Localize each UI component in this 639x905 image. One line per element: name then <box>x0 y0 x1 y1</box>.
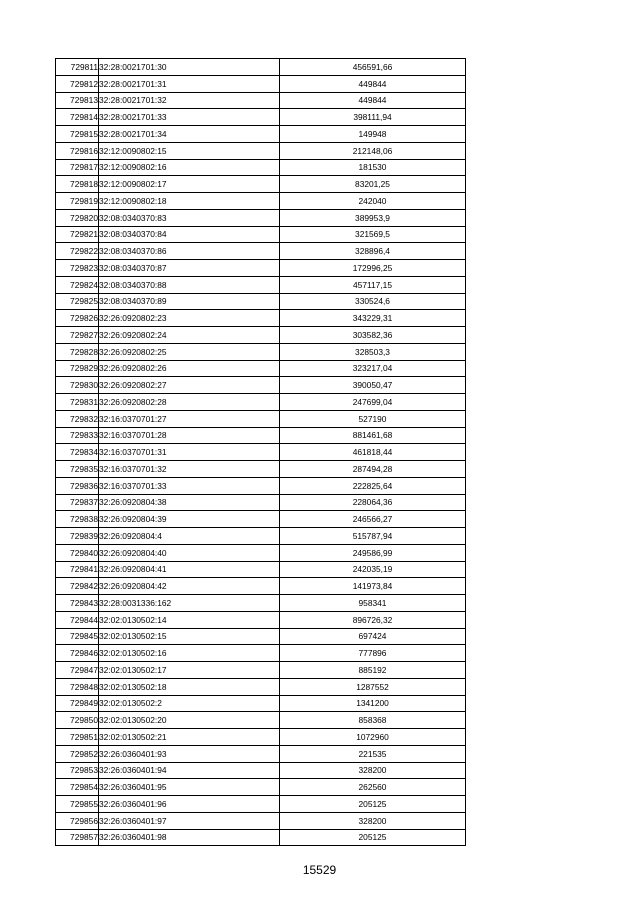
value-cell: 205125 <box>280 829 466 846</box>
row-id-cell: 729814 <box>56 109 99 126</box>
value-cell: 328200 <box>280 762 466 779</box>
row-id-cell: 729811 <box>56 59 99 76</box>
cadastral-number-cell: 32:08:0340370:89 <box>99 293 280 310</box>
cadastral-number-cell: 32:26:0920802:26 <box>99 360 280 377</box>
cadastral-number-cell: 32:16:0370701:33 <box>99 477 280 494</box>
table-row <box>56 461 466 478</box>
cadastral-number-cell: 32:02:0130502:18 <box>99 678 280 695</box>
row-id-cell: 729834 <box>56 444 99 461</box>
row-id-cell: 729849 <box>56 695 99 712</box>
row-id-cell: 729827 <box>56 327 99 344</box>
value-cell: 1072960 <box>280 729 466 746</box>
value-cell: 328503,3 <box>280 343 466 360</box>
cadastral-number-cell: 32:26:0920802:23 <box>99 310 280 327</box>
table-row <box>56 695 466 712</box>
table-row <box>56 209 466 226</box>
row-id-cell: 729818 <box>56 176 99 193</box>
value-cell: 246566,27 <box>280 511 466 528</box>
value-cell: 398111,94 <box>280 109 466 126</box>
value-cell: 343229,31 <box>280 310 466 327</box>
cadastral-number-cell: 32:02:0130502:16 <box>99 645 280 662</box>
table-row <box>56 796 466 813</box>
row-id-cell: 729837 <box>56 494 99 511</box>
row-id-cell: 729847 <box>56 662 99 679</box>
table-row <box>56 159 466 176</box>
data-table <box>55 58 466 846</box>
value-cell: 247699,04 <box>280 394 466 411</box>
table-row <box>56 293 466 310</box>
cadastral-number-cell: 32:26:0920804:39 <box>99 511 280 528</box>
value-cell: 697424 <box>280 628 466 645</box>
value-cell: 222825,64 <box>280 477 466 494</box>
table-body <box>56 59 466 846</box>
value-cell: 1287552 <box>280 678 466 695</box>
value-cell: 449844 <box>280 75 466 92</box>
table-row <box>56 678 466 695</box>
cadastral-number-cell: 32:08:0340370:86 <box>99 243 280 260</box>
cadastral-number-cell: 32:02:0130502:21 <box>99 729 280 746</box>
table-row <box>56 544 466 561</box>
table-row <box>56 444 466 461</box>
table-row <box>56 394 466 411</box>
cadastral-number-cell: 32:12:0090802:17 <box>99 176 280 193</box>
table-row <box>56 528 466 545</box>
cadastral-number-cell: 32:16:0370701:28 <box>99 427 280 444</box>
cadastral-number-cell: 32:26:0360401:94 <box>99 762 280 779</box>
value-cell: 328896,4 <box>280 243 466 260</box>
value-cell: 330524,6 <box>280 293 466 310</box>
table-row <box>56 343 466 360</box>
value-cell: 527190 <box>280 410 466 427</box>
row-id-cell: 729843 <box>56 595 99 612</box>
row-id-cell: 729842 <box>56 578 99 595</box>
table-row <box>56 109 466 126</box>
row-id-cell: 729835 <box>56 461 99 478</box>
cadastral-number-cell: 32:08:0340370:87 <box>99 260 280 277</box>
row-id-cell: 729840 <box>56 544 99 561</box>
cadastral-number-cell: 32:26:0920804:41 <box>99 561 280 578</box>
table-row <box>56 561 466 578</box>
value-cell: 303582,36 <box>280 327 466 344</box>
table-row <box>56 310 466 327</box>
cadastral-number-cell: 32:26:0360401:97 <box>99 812 280 829</box>
table-row <box>56 176 466 193</box>
row-id-cell: 729819 <box>56 193 99 210</box>
row-id-cell: 729826 <box>56 310 99 327</box>
value-cell: 457117,15 <box>280 276 466 293</box>
table-row <box>56 477 466 494</box>
value-cell: 262560 <box>280 779 466 796</box>
row-id-cell: 729845 <box>56 628 99 645</box>
cadastral-number-cell: 32:12:0090802:18 <box>99 193 280 210</box>
cadastral-number-cell: 32:28:0021701:34 <box>99 126 280 143</box>
value-cell: 172996,25 <box>280 260 466 277</box>
cadastral-number-cell: 32:26:0360401:95 <box>99 779 280 796</box>
table-row <box>56 142 466 159</box>
cadastral-number-cell: 32:12:0090802:15 <box>99 142 280 159</box>
cadastral-number-cell: 32:16:0370701:31 <box>99 444 280 461</box>
row-id-cell: 729839 <box>56 528 99 545</box>
cadastral-number-cell: 32:16:0370701:27 <box>99 410 280 427</box>
cadastral-number-cell: 32:26:0920804:4 <box>99 528 280 545</box>
cadastral-number-cell: 32:26:0920804:42 <box>99 578 280 595</box>
table-row <box>56 628 466 645</box>
row-id-cell: 729825 <box>56 293 99 310</box>
row-id-cell: 729838 <box>56 511 99 528</box>
value-cell: 323217,04 <box>280 360 466 377</box>
row-id-cell: 729817 <box>56 159 99 176</box>
table-row <box>56 92 466 109</box>
row-id-cell: 729833 <box>56 427 99 444</box>
value-cell: 449844 <box>280 92 466 109</box>
cadastral-number-cell: 32:12:0090802:16 <box>99 159 280 176</box>
table-row <box>56 360 466 377</box>
value-cell: 389953,9 <box>280 209 466 226</box>
table-row <box>56 829 466 846</box>
row-id-cell: 729813 <box>56 92 99 109</box>
cadastral-number-cell: 32:28:0021701:30 <box>99 59 280 76</box>
page-number: 15529 <box>302 863 337 877</box>
value-cell: 777896 <box>280 645 466 662</box>
row-id-cell: 729829 <box>56 360 99 377</box>
row-id-cell: 729856 <box>56 812 99 829</box>
row-id-cell: 729844 <box>56 611 99 628</box>
cadastral-number-cell: 32:02:0130502:15 <box>99 628 280 645</box>
table-row <box>56 494 466 511</box>
value-cell: 858368 <box>280 712 466 729</box>
table-row <box>56 59 466 76</box>
row-id-cell: 729821 <box>56 226 99 243</box>
cadastral-number-cell: 32:26:0920802:27 <box>99 377 280 394</box>
row-id-cell: 729836 <box>56 477 99 494</box>
value-cell: 83201,25 <box>280 176 466 193</box>
table-row <box>56 511 466 528</box>
cadastral-number-cell: 32:08:0340370:84 <box>99 226 280 243</box>
row-id-cell: 729854 <box>56 779 99 796</box>
value-cell: 212148,06 <box>280 142 466 159</box>
cadastral-number-cell: 32:26:0360401:93 <box>99 745 280 762</box>
value-cell: 390050,47 <box>280 377 466 394</box>
value-cell: 321569,5 <box>280 226 466 243</box>
value-cell: 228064,36 <box>280 494 466 511</box>
table-row <box>56 712 466 729</box>
table-row <box>56 260 466 277</box>
table-row <box>56 762 466 779</box>
cadastral-number-cell: 32:26:0920802:25 <box>99 343 280 360</box>
row-id-cell: 729841 <box>56 561 99 578</box>
row-id-cell: 729815 <box>56 126 99 143</box>
value-cell: 896726,32 <box>280 611 466 628</box>
value-cell: 205125 <box>280 796 466 813</box>
value-cell: 328200 <box>280 812 466 829</box>
cadastral-number-cell: 32:16:0370701:32 <box>99 461 280 478</box>
row-id-cell: 729824 <box>56 276 99 293</box>
table-row <box>56 193 466 210</box>
value-cell: 221535 <box>280 745 466 762</box>
value-cell: 249586,99 <box>280 544 466 561</box>
value-cell: 141973,84 <box>280 578 466 595</box>
table-row <box>56 377 466 394</box>
value-cell: 456591,66 <box>280 59 466 76</box>
cadastral-number-cell: 32:02:0130502:2 <box>99 695 280 712</box>
row-id-cell: 729830 <box>56 377 99 394</box>
value-cell: 149948 <box>280 126 466 143</box>
value-cell: 242040 <box>280 193 466 210</box>
cadastral-number-cell: 32:02:0130502:20 <box>99 712 280 729</box>
table-row <box>56 75 466 92</box>
table-row <box>56 611 466 628</box>
table-row <box>56 662 466 679</box>
table-row <box>56 578 466 595</box>
cadastral-number-cell: 32:28:0021701:33 <box>99 109 280 126</box>
cadastral-number-cell: 32:02:0130502:17 <box>99 662 280 679</box>
table-row <box>56 410 466 427</box>
value-cell: 1341200 <box>280 695 466 712</box>
cadastral-number-cell: 32:28:0021701:31 <box>99 75 280 92</box>
row-id-cell: 729832 <box>56 410 99 427</box>
cadastral-number-cell: 32:08:0340370:83 <box>99 209 280 226</box>
cadastral-number-cell: 32:26:0920804:38 <box>99 494 280 511</box>
row-id-cell: 729857 <box>56 829 99 846</box>
row-id-cell: 729812 <box>56 75 99 92</box>
row-id-cell: 729820 <box>56 209 99 226</box>
table-row <box>56 645 466 662</box>
cadastral-number-cell: 32:26:0920802:24 <box>99 327 280 344</box>
table-row <box>56 729 466 746</box>
cadastral-number-cell: 32:26:0920802:28 <box>99 394 280 411</box>
row-id-cell: 729831 <box>56 394 99 411</box>
table-row <box>56 327 466 344</box>
cadastral-number-cell: 32:26:0360401:98 <box>99 829 280 846</box>
row-id-cell: 729851 <box>56 729 99 746</box>
cadastral-number-cell: 32:26:0360401:96 <box>99 796 280 813</box>
value-cell: 181530 <box>280 159 466 176</box>
row-id-cell: 729848 <box>56 678 99 695</box>
row-id-cell: 729850 <box>56 712 99 729</box>
table-row <box>56 812 466 829</box>
value-cell: 958341 <box>280 595 466 612</box>
value-cell: 242035,19 <box>280 561 466 578</box>
table-row <box>56 427 466 444</box>
table-row <box>56 745 466 762</box>
table-row <box>56 226 466 243</box>
row-id-cell: 729852 <box>56 745 99 762</box>
value-cell: 287494,28 <box>280 461 466 478</box>
row-id-cell: 729828 <box>56 343 99 360</box>
row-id-cell: 729816 <box>56 142 99 159</box>
value-cell: 881461,68 <box>280 427 466 444</box>
cadastral-number-cell: 32:08:0340370:88 <box>99 276 280 293</box>
value-cell: 885192 <box>280 662 466 679</box>
row-id-cell: 729846 <box>56 645 99 662</box>
cadastral-number-cell: 32:02:0130502:14 <box>99 611 280 628</box>
table-row <box>56 126 466 143</box>
value-cell: 515787,94 <box>280 528 466 545</box>
row-id-cell: 729855 <box>56 796 99 813</box>
table-row <box>56 276 466 293</box>
table-row <box>56 595 466 612</box>
cadastral-number-cell: 32:28:0021701:32 <box>99 92 280 109</box>
table-row <box>56 779 466 796</box>
document-sheet <box>55 58 466 846</box>
row-id-cell: 729853 <box>56 762 99 779</box>
row-id-cell: 729822 <box>56 243 99 260</box>
cadastral-number-cell: 32:28:0031336:162 <box>99 595 280 612</box>
table-row <box>56 243 466 260</box>
row-id-cell: 729823 <box>56 260 99 277</box>
cadastral-number-cell: 32:26:0920804:40 <box>99 544 280 561</box>
value-cell: 461818,44 <box>280 444 466 461</box>
